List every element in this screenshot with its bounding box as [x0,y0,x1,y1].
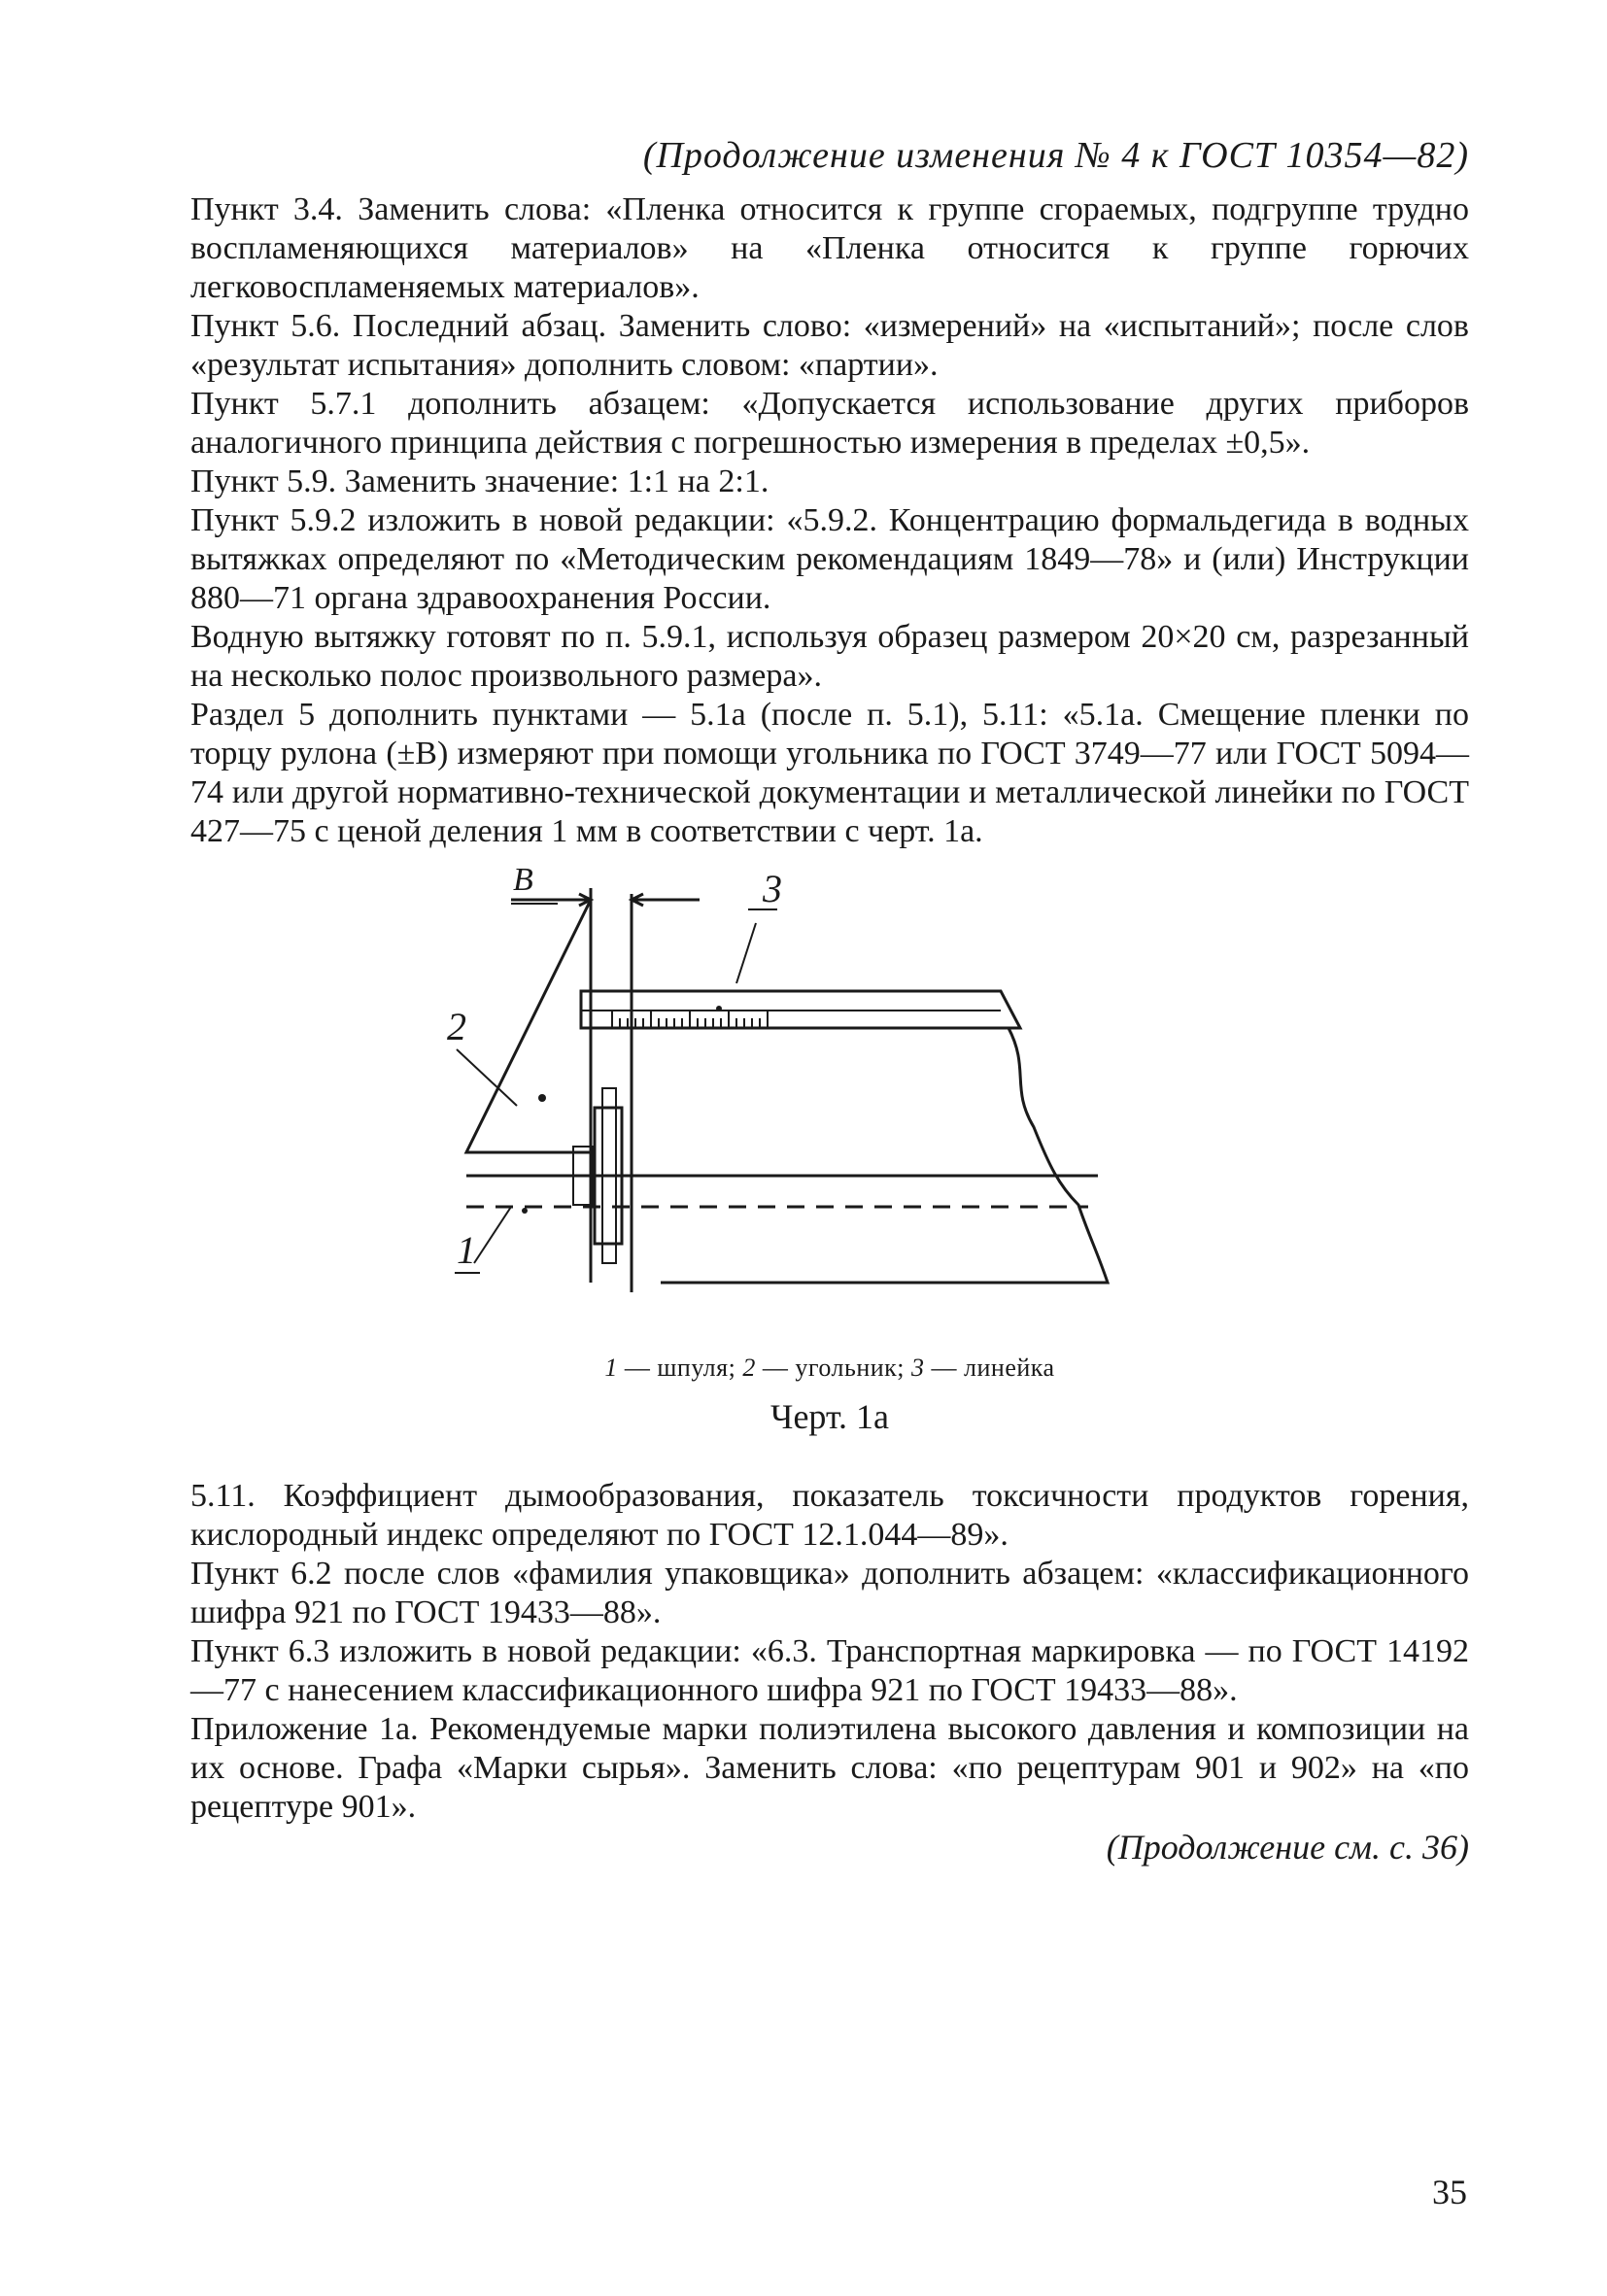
paragraph-5-9-2: Пункт 5.9.2 изложить в новой редакции: «5.9.2. Концентрацию формальдегида в водных вытяжках определяют по «Методическим рекомендациям 1849—78» и (или) Инструкции 880—71 органа здравоохранения России. [190,502,1469,616]
paragraph-6-2: Пункт 6.2 после слов «фамилия упаковщика» дополнить абзацем: «классификационного шифра 921 по ГОСТ 19433—88». [190,1556,1469,1630]
paragraph-5-9: Пункт 5.9. Заменить значение: 1:1 на 2:1. [190,463,769,499]
continued-note: (Продолжение см. с. 36) [1106,1828,1469,1867]
caption-text-2: — угольник; [755,1354,912,1382]
label-3: 3 [763,867,782,910]
caption-num-1: 1 [604,1354,618,1382]
leader-3 [736,923,756,983]
paragraph-5-6: Пункт 5.6. Последний абзац. Заменить слово: «измерений» на «испытаний»; после слов «результат испытания» дополнить словом: «партии». [190,308,1469,383]
caption-num-3: 3 [911,1354,925,1382]
body-text-bottom [190,1477,1469,1827]
paragraph-3-4: Пункт 3.4. Заменить слова: «Пленка относится к группе сгораемых, подгруппе трудно воспламеняющихся материалов» на «Пленка относится к группе горючих легковоспламеняемых материалов». [190,191,1469,305]
paragraph-5-7-1: Пункт 5.7.1 дополнить абзацем: «Допускается использование других приборов аналогичного принципа действия с погрешностью измерения в пределах ±0,5». [190,386,1469,461]
paragraph-water-extract: Водную вытяжку готовят по п. 5.9.1, используя образец размером 20×20 см, разрезанный на несколько полос произвольного размера». [190,619,1469,694]
figure-caption [190,1354,1469,1383]
paragraph-appendix-1a: Приложение 1а. Рекомендуемые марки полиэтилена высокого давления и композиции на их основе. Графа «Марки сырья». Заменить слова: «по рецептурам 901 и 902» на «по рецептуре 901». [190,1711,1469,1825]
square-triangle [466,900,591,1152]
paragraph-5-11: 5.11. Коэффициент дымообразования, показатель токсичности продуктов горения, кислородный индекс определяют по ГОСТ 12.1.044—89». [190,1478,1469,1553]
figure-title: Черт. 1а [770,1397,889,1436]
caption-text-1: — шпуля; [617,1354,743,1382]
caption-text-3: — линейка [924,1354,1055,1382]
label-1: 1 [457,1228,476,1272]
body-text-top [190,190,1469,851]
paragraph-6-3: Пункт 6.3 изложить в новой редакции: «6.3. Транспортная маркировка — по ГОСТ 14192—77 с нанесением классификационного шифра 921 по ГОСТ 19433—88». [190,1633,1469,1708]
roll-outline [661,1028,1108,1283]
caption-num-2: 2 [742,1354,756,1382]
paragraph-section-5: Раздел 5 дополнить пунктами — 5.1а (после п. 5.1), 5.11: «5.1а. Смещение пленки по торцу рулона (±В) измеряют при помощи угольника по ГОСТ 3749—77 или ГОСТ 5094—74 или другой нормативно-технической документации и металлической линейки по ГОСТ 427—75 с ценой деления 1 мм в соответствии с черт. 1а. [190,697,1469,849]
figure-drawing [427,855,1185,1341]
page-number: 35 [1432,2173,1467,2211]
running-head: (Продолжение изменения № 4 к ГОСТ 10354—82) [642,135,1469,176]
label-b: В [513,862,533,898]
leader-2 [457,1049,517,1106]
leader-1 [474,1207,511,1263]
figure-1a [427,855,1185,1341]
ruler-scale-ticks [612,1011,768,1028]
label-2: 2 [447,1005,466,1048]
